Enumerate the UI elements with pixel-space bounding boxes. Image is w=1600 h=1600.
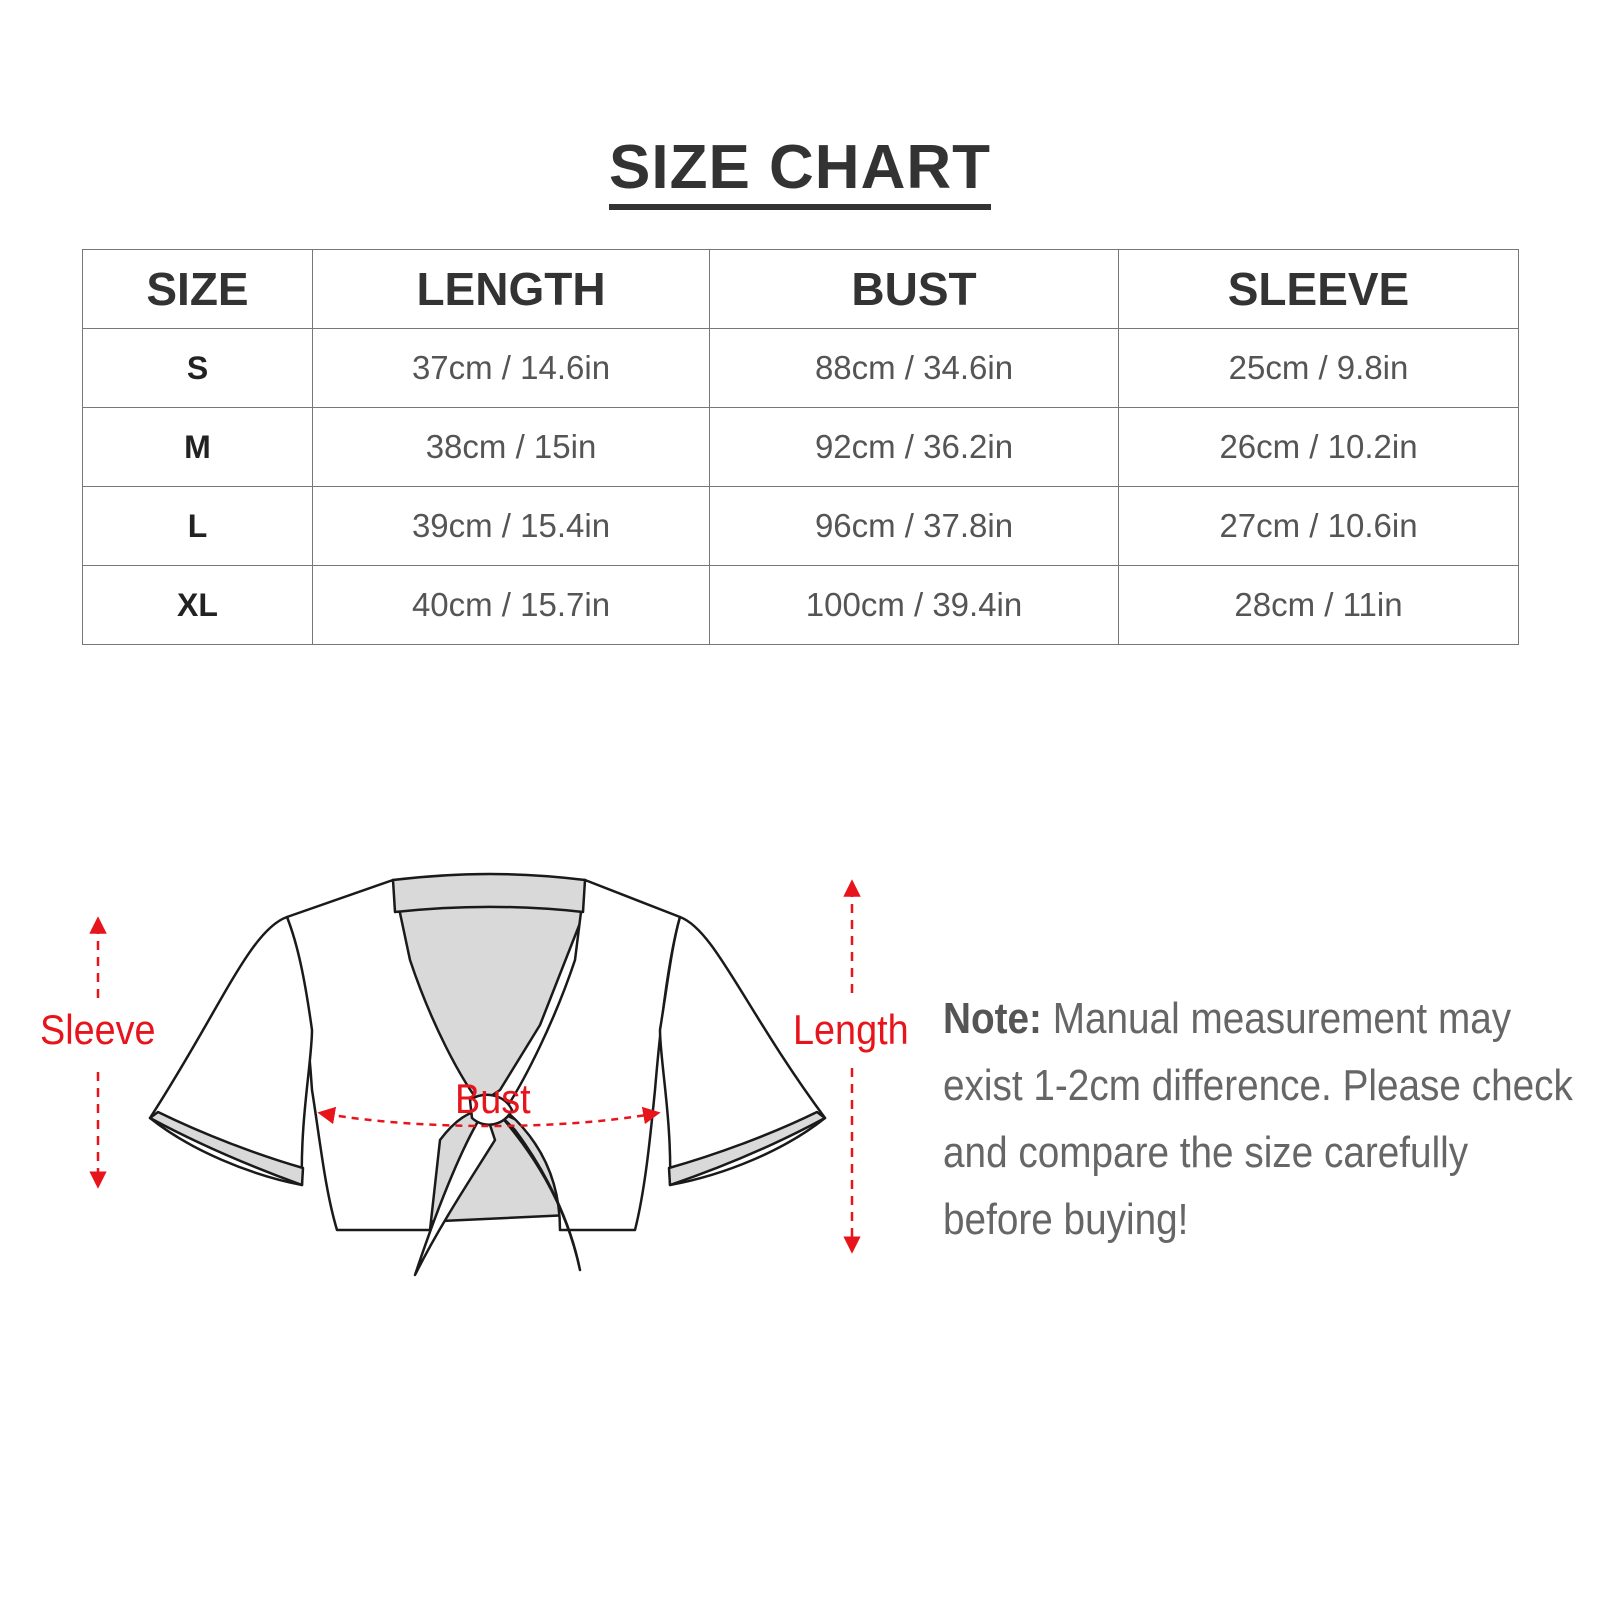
bust-label: Bust (455, 1075, 531, 1122)
collar (393, 874, 585, 912)
sleeve-cell: 26cm / 10.2in (1119, 408, 1519, 487)
bust-cell: 88cm / 34.6in (710, 329, 1119, 408)
sleeve-cell: 25cm / 9.8in (1119, 329, 1519, 408)
size-cell: S (83, 329, 313, 408)
header-sleeve: SLEEVE (1119, 250, 1519, 329)
header-length: LENGTH (313, 250, 710, 329)
size-cell: L (83, 487, 313, 566)
length-cell: 37cm / 14.6in (313, 329, 710, 408)
length-cell: 39cm / 15.4in (313, 487, 710, 566)
length-label: Length (793, 1006, 909, 1053)
header-size: SIZE (83, 250, 313, 329)
note-text-block (943, 985, 1585, 1253)
sleeve-cell: 27cm / 10.6in (1119, 487, 1519, 566)
bust-cell: 100cm / 39.4in (710, 566, 1119, 645)
bust-cell: 92cm / 36.2in (710, 408, 1119, 487)
title-text: SIZE CHART (609, 136, 991, 210)
length-cell: 38cm / 15in (313, 408, 710, 487)
size-cell: XL (83, 566, 313, 645)
note-prefix: Note: (943, 994, 1042, 1043)
length-cell: 40cm / 15.7in (313, 566, 710, 645)
sleeve-label: Sleeve (40, 1006, 156, 1053)
bust-cell: 96cm / 37.8in (710, 487, 1119, 566)
sleeve-cell: 28cm / 11in (1119, 566, 1519, 645)
note-body: Manual measurement may exist 1-2cm difference. Please check and compare the size carefully before buying! (943, 994, 1573, 1244)
size-cell: M (83, 408, 313, 487)
header-bust: BUST (710, 250, 1119, 329)
